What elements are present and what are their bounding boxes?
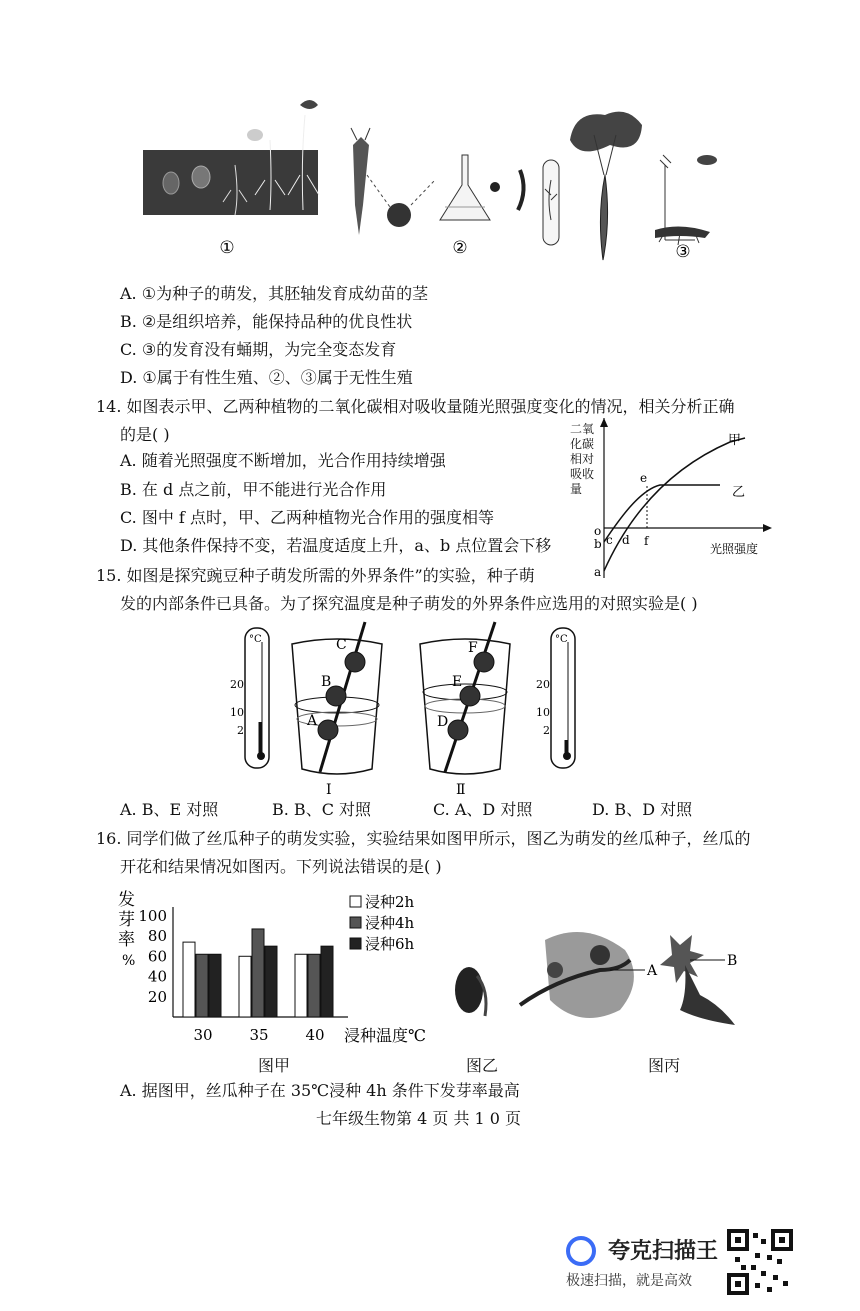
legend-label: 浸种6h [365, 935, 415, 953]
fig-yi-caption: 图乙 [466, 1056, 499, 1075]
beaker-1 [292, 622, 382, 798]
svg-text:%: % [122, 953, 136, 969]
q15-stem-line2: 发的内部条件已具备。为了探究温度是种子萌发的外界条件应选用的对照实验是( ) [120, 594, 698, 613]
bar-30-1 [196, 954, 208, 1017]
bar-30-2 [209, 954, 221, 1017]
chart-ytick: 80 [147, 927, 167, 946]
bar-35-1 [252, 929, 264, 1017]
germinating-luffa-seed [445, 958, 495, 1028]
q16-stem-line2: 开花和结果情况如图丙。下列说法错误的是( ) [120, 857, 442, 876]
q14-option-d: D. 其他条件保持不变，若温度适度上升，a、b 点位置会下移 [120, 536, 552, 555]
scanner-logo-icon [566, 1236, 596, 1266]
chart-ytick: 40 [147, 967, 167, 986]
q14-option-a: A. 随着光照强度不断增加，光合作用持续增强 [120, 451, 446, 470]
legend-label: 浸种4h [365, 914, 415, 932]
legend-swatch [350, 917, 361, 928]
q14-option-c: C. 图中 f 点时，甲、乙两种植物光合作用的强度相等 [120, 508, 494, 527]
graph-ylabel-4: 吸收 [570, 467, 595, 481]
chart-xlabel: 浸种温度℃ [344, 1026, 426, 1045]
beaker-1-label: Ⅰ [326, 782, 332, 798]
legend-swatch [350, 896, 361, 907]
chart-xtick: 35 [249, 1026, 269, 1044]
series-yi-label: 乙 [732, 485, 746, 500]
thermo-right-tick-2: 2 [543, 724, 550, 737]
seed-C: C [336, 637, 347, 653]
legend-label: 浸种2h [365, 893, 415, 911]
q15-stem-line1: 15. 如图是探究豌豆种子萌发所需的外界条件”的实验，种子萌 [96, 566, 535, 585]
chart-ytick: 100 [138, 906, 167, 925]
chart-ytick: 60 [147, 947, 167, 966]
beaker-2-label: Ⅱ [456, 782, 466, 798]
point-d: d [622, 533, 630, 547]
thermometer-right [536, 628, 575, 768]
q13-option-d: D. ①属于有性生殖、②、③属于无性生殖 [120, 368, 413, 387]
fig13-label-1: ① [219, 238, 235, 258]
chart-xtick: 40 [305, 1026, 325, 1044]
fig-bing-label-b: B [727, 953, 738, 969]
graph-ylabel-5: 量 [570, 482, 583, 496]
cricket-development-drawing [655, 155, 717, 245]
q14-stem-line2: 的是( ) [120, 425, 170, 444]
scanner-brand-name: 夸克扫描王 [608, 1239, 719, 1264]
q15-option-c: C. A、D 对照 [433, 800, 533, 819]
co2-absorption-graph [560, 418, 780, 583]
thermo-right-tick-10: 10 [536, 706, 550, 719]
seed-D: D [437, 714, 449, 730]
bar-35-0 [239, 956, 251, 1017]
seed-E: E [452, 674, 463, 690]
q14-option-b: B. 在 d 点之前，甲不能进行光合作用 [120, 480, 387, 499]
fig-bing-caption: 图丙 [648, 1056, 681, 1075]
chart-caption: 图甲 [258, 1056, 291, 1075]
chart-ytick: 20 [147, 987, 167, 1006]
fig-bing-label-a: A [647, 963, 658, 979]
scanner-slogan: 极速扫描，就是高效 [566, 1273, 692, 1289]
thermo-right-unit: °C [555, 634, 568, 645]
q13-option-c: C. ③的发育没有蛹期，为完全变态发育 [120, 340, 397, 359]
seed-germination-experiment [230, 622, 590, 798]
bar-40-2 [321, 946, 333, 1017]
germination-rate-bar-chart [110, 885, 450, 1050]
q15-option-b: B. B、C 对照 [272, 800, 372, 819]
point-a: a [594, 565, 602, 579]
luffa-flower-and-fruit [515, 925, 745, 1030]
svg-text:发: 发 [118, 890, 135, 910]
fig13-label-3: ③ [675, 242, 691, 262]
bar-30-0 [183, 942, 195, 1017]
legend-swatch [350, 938, 361, 949]
graph-origin: o [594, 524, 602, 538]
point-f: f [644, 534, 649, 548]
svg-text:率: 率 [118, 930, 135, 950]
q13-option-a: A. ①为种子的萌发，其胚轴发育成幼苗的茎 [120, 284, 429, 303]
thermometer-left [230, 628, 269, 768]
q13-option-b: B. ②是组织培养，能保持品种的优良性状 [120, 312, 413, 331]
graph-ylabel-3: 相对 [570, 452, 595, 466]
thermo-left-unit: °C [249, 634, 262, 645]
seed-A: A [307, 713, 318, 729]
figure-13-reproduction-illustrations [135, 95, 785, 270]
seed-B: B [321, 674, 332, 690]
series-jia-label: 甲 [728, 433, 742, 448]
q15-option-d: D. B、D 对照 [592, 800, 693, 819]
thermo-left-tick-20: 20 [230, 678, 244, 691]
point-e: e [640, 471, 648, 485]
bar-40-0 [295, 954, 307, 1017]
seed-F: F [468, 640, 478, 656]
page-footer: 七年级生物第 4 页 共 1 0 页 [316, 1109, 522, 1128]
bar-35-2 [265, 946, 277, 1017]
point-c: c [606, 533, 613, 547]
point-b: b [594, 537, 602, 551]
bar-40-1 [308, 954, 320, 1017]
graph-ylabel-2: 化碳 [570, 437, 595, 451]
qr-code-icon [727, 1229, 793, 1295]
q16-stem-line1: 16. 同学们做了丝瓜种子的萌发实验，实验结果如图甲所示，图乙为萌发的丝瓜种子，丝瓜的 [96, 829, 751, 848]
thermo-right-tick-20: 20 [536, 678, 550, 691]
q16-option-a: A. 据图甲，丝瓜种子在 35℃浸种 4h 条件下发芽率最高 [120, 1081, 520, 1100]
q14-stem-line1: 14. 如图表示甲、乙两种植物的二氧化碳相对吸收量随光照强度变化的情况，相关分析正确 [96, 397, 735, 416]
seed-germination-drawing [143, 100, 319, 215]
graph-xlabel: 光照强度 [710, 542, 759, 556]
thermo-left-tick-10: 10 [230, 706, 244, 719]
svg-text:芽: 芽 [118, 910, 135, 930]
beaker-2 [420, 622, 510, 798]
graph-ylabel-1: 二氧 [570, 422, 595, 436]
fig13-label-2: ② [452, 238, 468, 258]
chart-xtick: 30 [193, 1026, 213, 1044]
q15-option-a: A. B、E 对照 [120, 800, 219, 819]
tissue-culture-drawing [351, 112, 642, 260]
chart-ylabel [118, 890, 135, 969]
thermo-left-tick-2: 2 [237, 724, 244, 737]
